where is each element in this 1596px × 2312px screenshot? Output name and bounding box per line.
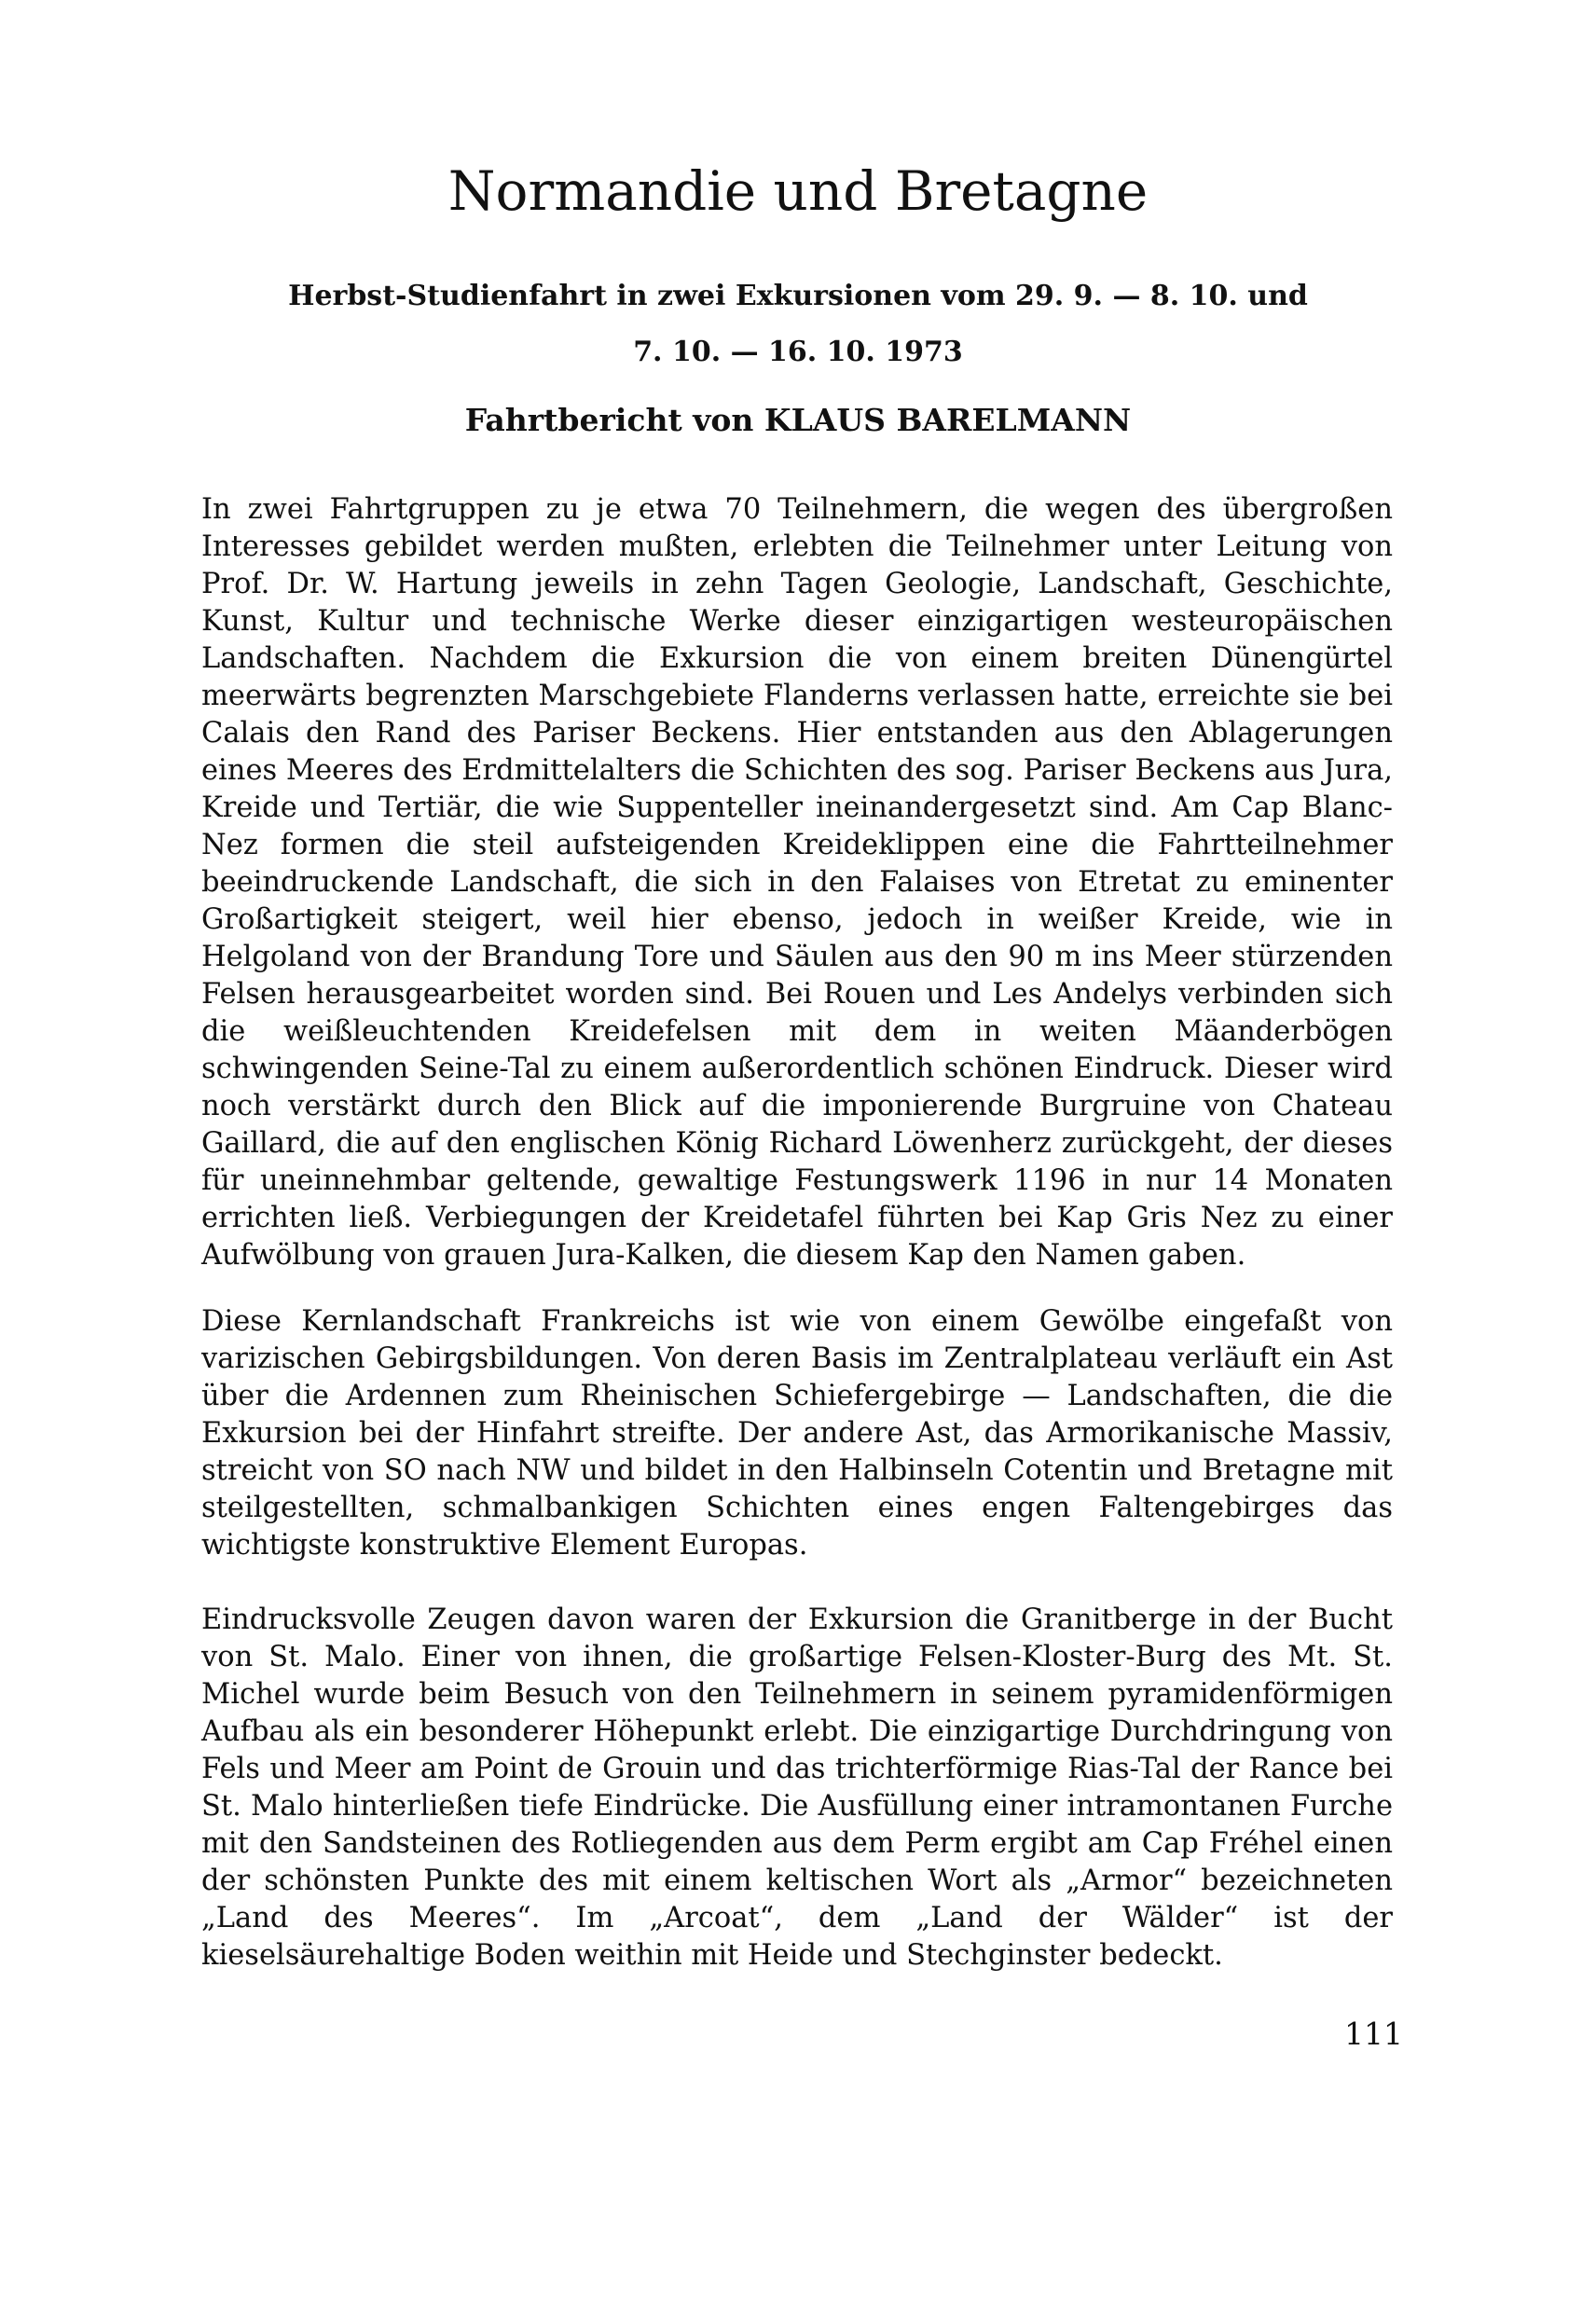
subtitle-line-2: 7. 10. — 16. 10. 1973: [633, 336, 963, 368]
subtitle-line-1: Herbst-Studienfahrt in zwei Exkursionen vom 29. 9. — 8. 10. und: [288, 280, 1308, 312]
author-byline: Fahrtbericht von KLAUS BARELMANN: [464, 402, 1132, 438]
paragraph-3: Eindrucksvolle Zeugen davon waren der Exkursion die Granitberge in der Bucht von St. Malo. Einer von ihnen, die großartige Felsen-Kloster-Burg des Mt. St. Michel wurde beim Besuch von den Teilnehmern in seinem pyramidenförmigen Aufbau als ein besonderer Höhepunkt erlebt. Die einzigartige Durchdringung von Fels und Meer am Point de Grouin und das trichterförmige Rias-Tal der Rance bei St. Malo hinterließen tiefe Eindrücke. Die Ausfüllung einer intramontanen Furche mit den Sandsteinen des Rotliegenden aus dem Perm ergibt am Cap Fréhel einen der schönsten Punkte des mit einem keltischen Wort als „Armor“ bezeichneten „Land des Meeres“. Im „Arcoat“, dem „Land der Wälder“ ist der kieselsäurehaltige Boden weithin mit Heide und Stechginster bedeckt.: [201, 1603, 1393, 1972]
paragraph-1: In zwei Fahrtgruppen zu je etwa 70 Teilnehmern, die wegen des übergroßen Interesses gebildet werden mußten, erlebten die Teilnehmer unter Leitung von Prof. Dr. W. Hartung jeweils in zehn Tagen Geologie, Landschaft, Geschichte, Kunst, Kultur und technische Werke dieser einzigartigen westeuropäischen Landschaften. Nachdem die Exkursion die von einem breiten Dünengürtel meerwärts begrenzten Marschgebiete Flanderns verlassen hatte, erreichte sie bei Calais den Rand des Pariser Beckens. Hier entstanden aus den Ablagerungen eines Meeres des Erdmittelalters die Schichten des sog. Pariser Beckens aus Jura, Kreide und Tertiär, die wie Suppenteller ineinandergesetzt sind. Am Cap Blanc-Nez formen die steil aufsteigenden Kreideklippen eine die Fahrtteilnehmer beeindruckende Landschaft, die sich in den Falaises von Etretat zu eminenter Großartigkeit steigert, weil hier ebenso, jedoch in weißer Kreide, wie in Helgoland von der Brandung Tore und Säulen aus den 90 m ins Meer stürzenden Felsen herausgearbeitet worden sind. Bei Rouen und Les Andelys verbinden sich die weißleuchtenden Kreidefelsen mit dem in weiten Mäanderbögen schwingenden Seine-Tal zu einem außerordentlich schönen Eindruck. Dieser wird noch verstärkt durch den Blick auf die imponierende Burgruine von Chateau Gaillard, die auf den englischen König Richard Löwenherz zurückgeht, der dieses für uneinnehmbar geltende, gewaltige Festungswerk 1196 in nur 14 Monaten errichten ließ. Verbiegungen der Kreidetafel führten bei Kap Gris Nez zu einer Aufwölbung von grauen Jura-Kalken, die diesem Kap den Namen gaben.: [201, 493, 1393, 1272]
page-number: 111: [1344, 2016, 1403, 2052]
paragraph-2: Diese Kernlandschaft Frankreichs ist wie von einem Gewölbe eingefaßt von varizischen Gebirgsbildungen. Von deren Basis im Zentralplateau verläuft ein Ast über die Ardennen zum Rheinischen Schiefergebirge — Landschaften, die die Exkursion bei der Hinfahrt streifte. Der andere Ast, das Armorikanische Massiv, streicht von SO nach NW und bildet in den Halbinseln Cotentin und Bretagne mit steilgestellten, schmalbankigen Schichten eines engen Faltengebirges das wichtigste konstruktive Element Europas.: [201, 1305, 1393, 1562]
page-title: Normandie und Bretagne: [447, 159, 1149, 223]
